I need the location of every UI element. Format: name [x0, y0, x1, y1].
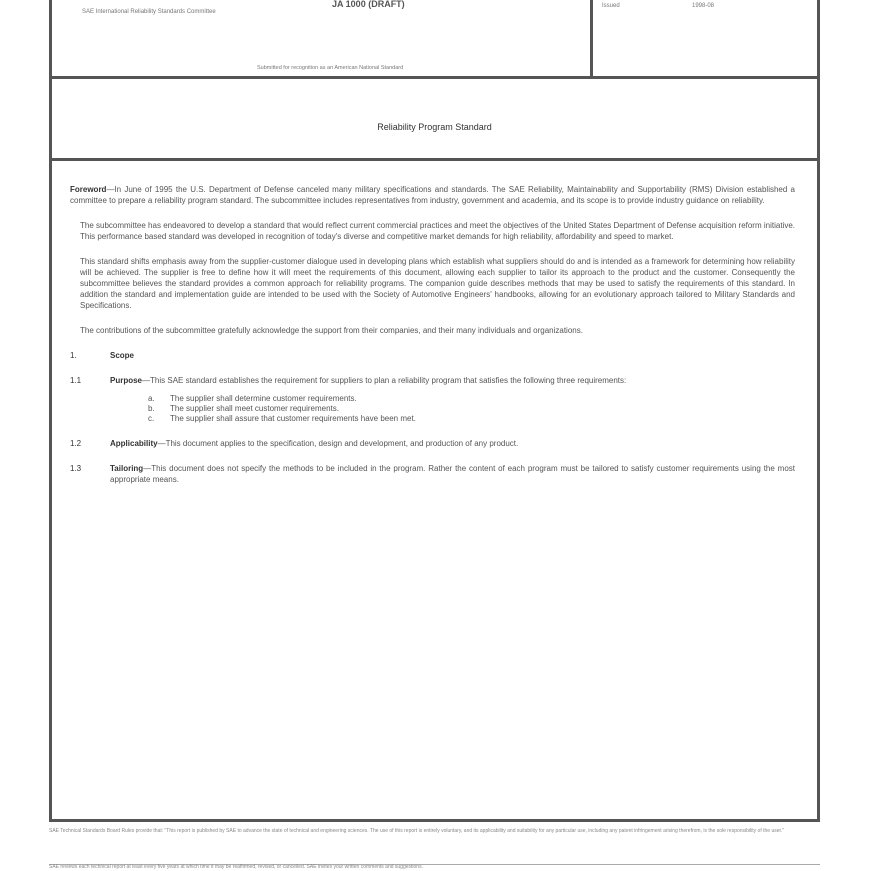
- foreword-lead: Foreword: [70, 185, 107, 194]
- section-1-3: [70, 463, 795, 485]
- page-footer: [49, 828, 820, 870]
- document-body: [70, 184, 795, 499]
- section-text: —This document applies to the specification, design and development, and production of any product.: [157, 439, 519, 448]
- section-1-1: [70, 375, 795, 386]
- document-number: JA 1000 (DRAFT): [332, 0, 405, 9]
- title-row: [52, 76, 817, 161]
- list-letter: a.: [148, 394, 155, 403]
- foreword-paragraph: [70, 184, 795, 206]
- body-paragraph: The subcommittee has endeavored to develop a standard that would reflect current commercial practices and meet the objectives of the United States Department of Defense acquisition reform initiative. This performance based standard was developed in recognition of today's diverse and competitive market demands for high reliability, affordability and speed to market.: [80, 221, 795, 241]
- document-frame: [49, 0, 820, 822]
- section-1-2: [70, 438, 795, 449]
- footer-line-2: SAE reviews each technical report at least every five years at which time it may be reaffirmed, revised, or cancelled. SAE invites your written comments and suggestions.: [49, 864, 423, 870]
- header-foot-note: Submitted for recognition as an American National Standard: [257, 65, 404, 71]
- section-heading: Scope: [110, 351, 135, 360]
- body-paragraph: This standard shifts emphasis away from the supplier-customer dialogue used in developing plans which establish what suppliers should do and is intended as a framework for determining how reliability will be achieved. The supplier is free to define how it will meet the requirements of this document, allowing each supplier to tailor its approach to the product and the customer. Consequently the subcommittee believes the standard provides a common approach for reliability programs. The companion guide describes methods that may be used to satisfy the requirements of this standard. In addition the standard and implementation guide are intended to be used with the Society of Automotive Engineers' handbooks, allowing for an evolutionary approach tailored to Military Standards and Specifications.: [80, 257, 795, 310]
- org-text: SAE International Reliability Standards Committee: [82, 9, 216, 15]
- list-letter: c.: [148, 414, 155, 423]
- section-body: [110, 350, 795, 361]
- section-body: [110, 463, 795, 485]
- section-body: [110, 438, 795, 449]
- requirements-list: [148, 394, 795, 424]
- list-letter: b.: [148, 404, 155, 413]
- section-heading: Purpose: [110, 376, 143, 385]
- header-left-cell: [52, 0, 593, 76]
- section-number: 1.2: [70, 439, 82, 448]
- section-heading: Applicability: [110, 439, 158, 448]
- list-item: [148, 414, 795, 424]
- section-text: —This document does not specify the methods to be included in the program. Rather the content of each program must be tailored to satisfy customer requirements using the most appropriate means.: [110, 464, 795, 484]
- section-text: —This SAE standard establishes the requirement for suppliers to plan a reliability program that satisfies the following three requirements:: [142, 376, 627, 385]
- document-title: Reliability Program Standard: [377, 122, 492, 132]
- footer-line-1: SAE Technical Standards Board Rules provide that: "This report is published by SAE to advance the state of technical and engineering sciences. The use of this report is entirely voluntary, and its applicability and suitability for any particular use, including any patent infringement arising therefrom, is the sole responsibility of the user.": [49, 828, 785, 834]
- section-number: 1.: [70, 351, 77, 360]
- body-paragraph: The contributions of the subcommittee gratefully acknowledge the support from their companies, and their many individuals and organizations.: [80, 326, 583, 335]
- issued-label: Issued: [602, 3, 620, 9]
- section-number: 1.3: [70, 464, 82, 473]
- list-text: The supplier shall assure that customer requirements have been met.: [170, 414, 416, 423]
- list-item: [148, 404, 795, 414]
- section-heading: Tailoring: [110, 464, 144, 473]
- list-item: [148, 394, 795, 404]
- header-row: [52, 0, 817, 79]
- list-text: The supplier shall determine customer requirements.: [170, 394, 357, 403]
- list-text: The supplier shall meet customer requirements.: [170, 404, 339, 413]
- section-body: [110, 375, 795, 386]
- section-1: [70, 350, 795, 361]
- foreword-text: —In June of 1995 the U.S. Department of Defense canceled many military specifications and standards. The SAE Reliability, Maintainability and Supportability (RMS) Division established a committee to prepare a reliability program standard. The subcommittee includes representatives from industry, government and academia, and its scope is to provide industry guidance on reliability.: [70, 185, 795, 205]
- issued-date: 1998-08: [692, 3, 715, 9]
- section-number: 1.1: [70, 376, 82, 385]
